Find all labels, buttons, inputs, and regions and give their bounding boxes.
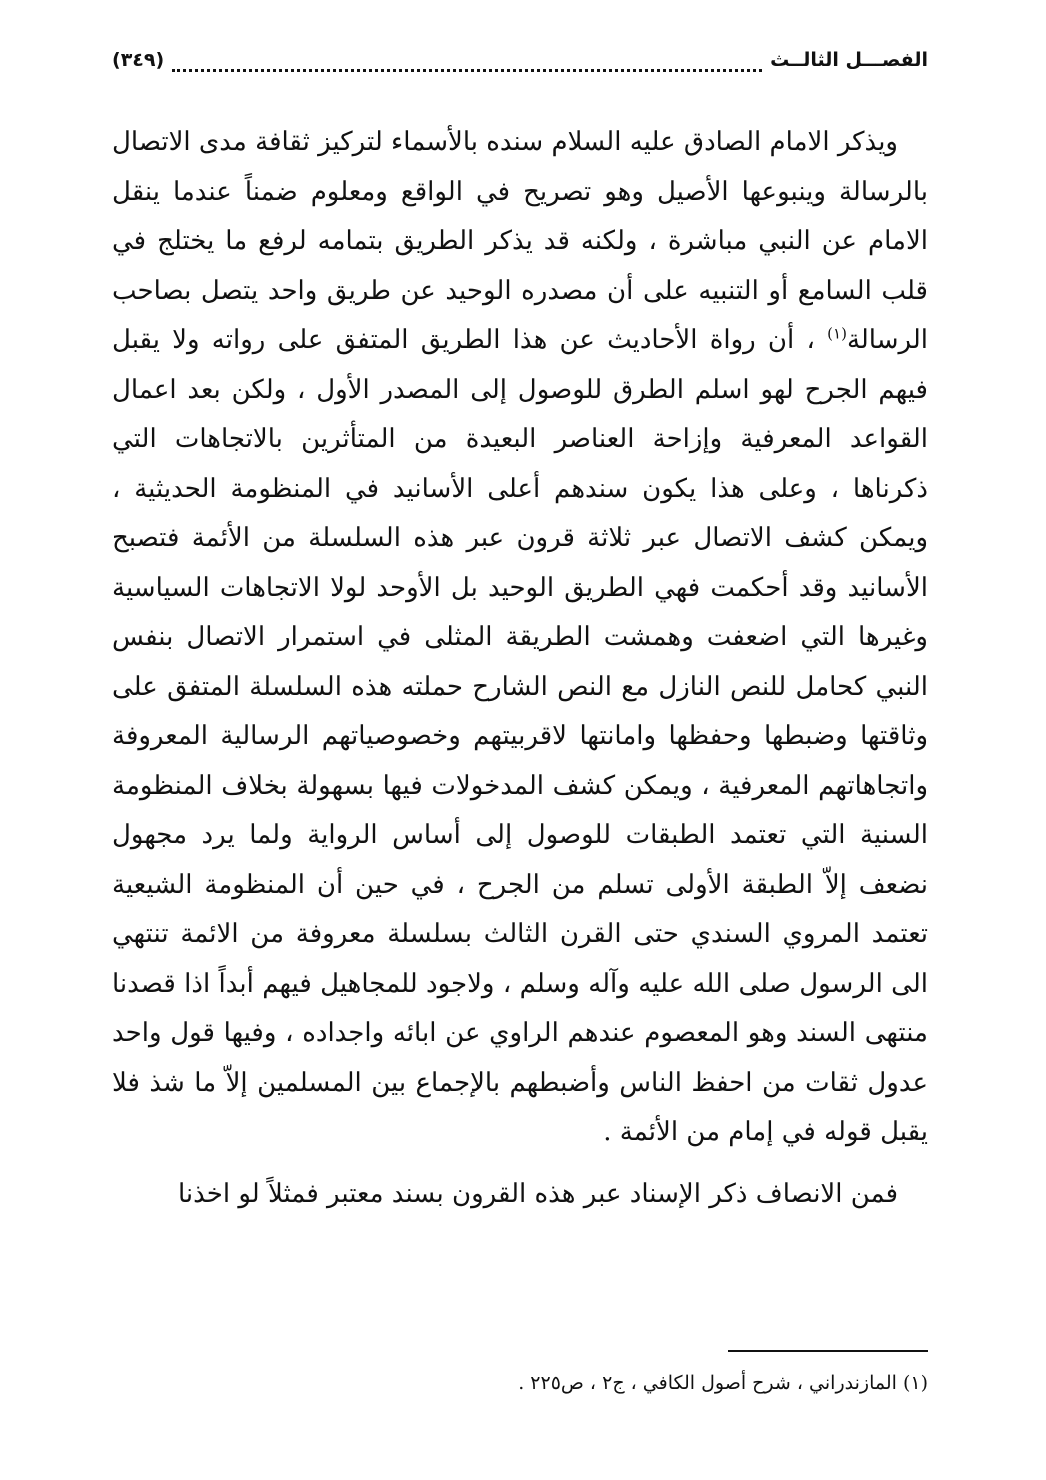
paragraph-2-text: فمن الانصاف ذكر الإسناد عبر هذه القرون بسند معتبر فمثلاً لو اخذنا	[177, 1178, 898, 1209]
paragraph-1	[112, 118, 928, 1158]
chapter-title: الفصـــل الثالــث	[770, 49, 928, 71]
footnote-reference[interactable]: (١)	[827, 324, 847, 343]
footnote-separator	[728, 1350, 928, 1352]
main-text	[112, 118, 928, 1219]
paragraph-1-text-start: ويذكر الامام الصادق عليه السلام سنده بالأسماء لتركيز ثقافة مدى الاتصال بالرسالة وينبوعها الأصيل وهو تصريح في الواقع ومعلوم ضمناً عندما ينقل الامام عن النبي مباشرة ، ولكنه قد يذكر الطريق بتمامه لرفع ما يختلج في قلب السامع أو التنبيه على أن مصدره الوحيد عن طريق واحد يتصل بصاحب الرسالة	[112, 127, 928, 355]
paragraph-2	[112, 1170, 928, 1220]
paragraph-1-text-end: ، أن رواة الأحاديث عن هذا الطريق المتفق على رواته ولا يقبل فيهم الجرح لهو اسلم الطرق للوصول إلى المصدر الأول ، ولكن بعد اعمال القواعد المعرفية وإزاحة العناصر البعيدة من المتأثرين بالاتجاهات التي ذكرناها ، وعلى هذا يكون سندهم أعلى الأسانيد في المنظومة الحديثية ، ويمكن كشف الاتصال عبر ثلاثة قرون عبر هذه السلسلة من الأئمة فتصبح الأسانيد وقد أحكمت فهي الطريق الوحيد بل الأوحد لولا الاتجاهات السياسية وغيرها التي اضعفت وهمشت الطريقة المثلى في استمرار الاتصال بنفس النبي كحامل للنص النازل مع النص الشارح حملته هذه السلسلة المتفق على وثاقتها وضبطها وحفظها وامانتها لاقربيتهم وخصوصياتهم الرسالية المعروفة واتجاهاتهم المعرفية ، ويمكن كشف المدخولات فيها بسهولة بخلاف المنظومة السنية التي تعتمد الطبقات للوصول إلى أساس الرواية ولما يرد مجهول نضعف إلاّ الطبقة الأولى تسلم من الجرح ، في حين أن المنظومة الشيعية تعتمد المروي السندي حتى القرن الثالث بسلسلة معروفة من الائمة تنتهي الى الرسول صلى الله عليه وآله وسلم ، ولاجود للمجاهيل فيهم أبداً اذا قصدنا منتهى السند وهو المعصوم عندهم الراوي عن ابائه واجداده ، وفيها قول واحد عدول ثقات من احفظ الناس وأضبطهم بالإجماع بين المسلمين إلاّ ما شذ فلا يقبل قوله في إمام من الأئمة .	[112, 325, 928, 1147]
dotted-leader	[172, 49, 762, 72]
page-number: (٣٤٩)	[112, 49, 165, 71]
footnote: (١) المازندراني ، شرح أصول الكافي ، ج٢ ، ص٢٢٥ .	[518, 1372, 928, 1394]
running-header	[112, 40, 928, 80]
